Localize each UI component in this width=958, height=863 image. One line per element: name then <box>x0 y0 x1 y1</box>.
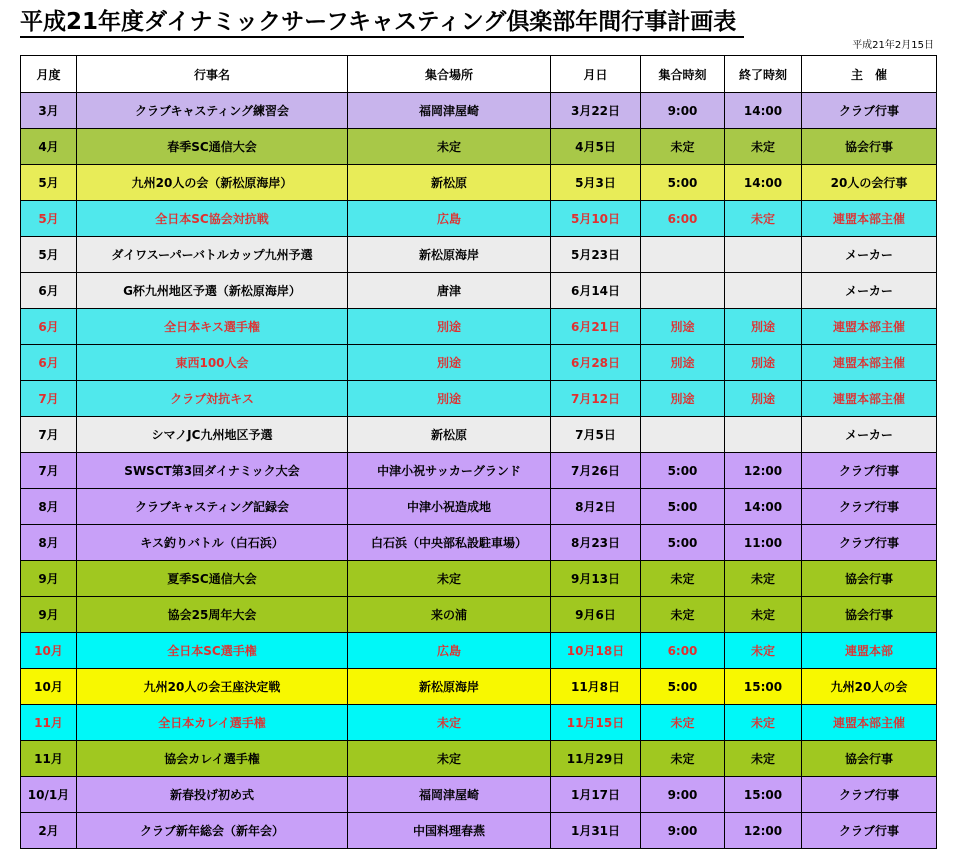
table-row <box>21 777 937 813</box>
header-end-time: 終了時刻 <box>725 56 802 93</box>
cell-end-time: 14:00 <box>725 165 802 201</box>
cell-event-name: クラブキャスティング練習会 <box>77 93 348 129</box>
cell-date: 7月12日 <box>551 381 641 417</box>
cell-host: 連盟本部主催 <box>802 381 937 417</box>
cell-event-name: 全日本キス選手権 <box>77 309 348 345</box>
table-row <box>21 417 937 453</box>
cell-meeting-place: 新松原海岸 <box>348 237 551 273</box>
cell-host: クラブ行事 <box>802 525 937 561</box>
cell-event-name: 全日本SC選手権 <box>77 633 348 669</box>
cell-month: 11月 <box>21 741 77 777</box>
cell-start-time: 別途 <box>641 345 725 381</box>
cell-event-name: G杯九州地区予選（新松原海岸） <box>77 273 348 309</box>
cell-host: 連盟本部主催 <box>802 345 937 381</box>
cell-end-time: 未定 <box>725 705 802 741</box>
cell-end-time: 未定 <box>725 201 802 237</box>
cell-event-name: クラブキャスティング記録会 <box>77 489 348 525</box>
header-date: 月日 <box>551 56 641 93</box>
cell-host: メーカー <box>802 417 937 453</box>
cell-end-time: 11:00 <box>725 525 802 561</box>
table-row <box>21 129 937 165</box>
cell-start-time <box>641 417 725 453</box>
cell-start-time: 5:00 <box>641 525 725 561</box>
cell-date: 1月17日 <box>551 777 641 813</box>
cell-event-name: 夏季SC通信大会 <box>77 561 348 597</box>
cell-end-time <box>725 237 802 273</box>
cell-host: 20人の会行事 <box>802 165 937 201</box>
table-row <box>21 453 937 489</box>
cell-end-time: 別途 <box>725 381 802 417</box>
cell-month: 10月 <box>21 669 77 705</box>
cell-host: 協会行事 <box>802 741 937 777</box>
cell-host: 協会行事 <box>802 129 937 165</box>
cell-start-time: 5:00 <box>641 165 725 201</box>
table-row <box>21 561 937 597</box>
header-event-name: 行事名 <box>77 56 348 93</box>
cell-meeting-place: 未定 <box>348 741 551 777</box>
cell-end-time: 14:00 <box>725 489 802 525</box>
cell-event-name: 新春投げ初め式 <box>77 777 348 813</box>
cell-host: クラブ行事 <box>802 777 937 813</box>
cell-month: 3月 <box>21 93 77 129</box>
cell-event-name: キス釣りバトル（白石浜） <box>77 525 348 561</box>
cell-meeting-place: 福岡津屋崎 <box>348 93 551 129</box>
cell-meeting-place: 別途 <box>348 309 551 345</box>
cell-month: 5月 <box>21 237 77 273</box>
table-row <box>21 165 937 201</box>
cell-month: 8月 <box>21 489 77 525</box>
cell-start-time: 未定 <box>641 561 725 597</box>
table-row <box>21 345 937 381</box>
cell-month: 7月 <box>21 417 77 453</box>
cell-month: 4月 <box>21 129 77 165</box>
table-row <box>21 741 937 777</box>
cell-date: 6月28日 <box>551 345 641 381</box>
cell-meeting-place: 中国料理春燕 <box>348 813 551 849</box>
cell-month: 9月 <box>21 597 77 633</box>
cell-date: 7月26日 <box>551 453 641 489</box>
cell-end-time: 未定 <box>725 597 802 633</box>
cell-host: 連盟本部 <box>802 633 937 669</box>
cell-start-time: 別途 <box>641 381 725 417</box>
cell-end-time: 15:00 <box>725 669 802 705</box>
cell-start-time: 未定 <box>641 705 725 741</box>
cell-date: 11月29日 <box>551 741 641 777</box>
cell-host: 九州20人の会 <box>802 669 937 705</box>
cell-event-name: 東西100人会 <box>77 345 348 381</box>
cell-month: 7月 <box>21 453 77 489</box>
cell-end-time: 別途 <box>725 309 802 345</box>
title-underline <box>20 36 744 38</box>
cell-end-time: 未定 <box>725 561 802 597</box>
cell-month: 5月 <box>21 165 77 201</box>
cell-end-time <box>725 273 802 309</box>
table-row <box>21 309 937 345</box>
table-row <box>21 813 937 849</box>
cell-date: 8月23日 <box>551 525 641 561</box>
cell-month: 2月 <box>21 813 77 849</box>
cell-host: クラブ行事 <box>802 813 937 849</box>
cell-month: 10月 <box>21 633 77 669</box>
header-meeting-place: 集合場所 <box>348 56 551 93</box>
cell-meeting-place: 白石浜（中央部私設駐車場） <box>348 525 551 561</box>
cell-meeting-place: 新松原 <box>348 417 551 453</box>
cell-start-time: 別途 <box>641 309 725 345</box>
cell-date: 6月14日 <box>551 273 641 309</box>
table-row <box>21 93 937 129</box>
header-row <box>21 56 937 93</box>
cell-month: 7月 <box>21 381 77 417</box>
cell-date: 6月21日 <box>551 309 641 345</box>
cell-meeting-place: 唐津 <box>348 273 551 309</box>
cell-month: 9月 <box>21 561 77 597</box>
cell-month: 6月 <box>21 273 77 309</box>
cell-host: 協会行事 <box>802 561 937 597</box>
cell-start-time: 未定 <box>641 741 725 777</box>
cell-end-time: 14:00 <box>725 93 802 129</box>
table-row <box>21 237 937 273</box>
header-start-time: 集合時刻 <box>641 56 725 93</box>
cell-month: 6月 <box>21 345 77 381</box>
header-host: 主 催 <box>802 56 937 93</box>
cell-event-name: 協会25周年大会 <box>77 597 348 633</box>
cell-event-name: 九州20人の会（新松原海岸） <box>77 165 348 201</box>
table-row <box>21 597 937 633</box>
cell-start-time: 未定 <box>641 129 725 165</box>
cell-month: 10/1月 <box>21 777 77 813</box>
cell-date: 7月5日 <box>551 417 641 453</box>
cell-event-name: 全日本SC協会対抗戦 <box>77 201 348 237</box>
table-row <box>21 525 937 561</box>
cell-date: 5月10日 <box>551 201 641 237</box>
table-row <box>21 489 937 525</box>
cell-event-name: 九州20人の会王座決定戦 <box>77 669 348 705</box>
document-date: 平成21年2月15日 <box>852 40 934 51</box>
cell-meeting-place: 来の浦 <box>348 597 551 633</box>
cell-host: 連盟本部主催 <box>802 705 937 741</box>
table-row <box>21 705 937 741</box>
cell-end-time: 15:00 <box>725 777 802 813</box>
cell-host: メーカー <box>802 273 937 309</box>
cell-start-time <box>641 237 725 273</box>
cell-start-time: 5:00 <box>641 669 725 705</box>
cell-end-time: 12:00 <box>725 813 802 849</box>
cell-meeting-place: 未定 <box>348 705 551 741</box>
cell-date: 1月31日 <box>551 813 641 849</box>
table-row <box>21 201 937 237</box>
cell-meeting-place: 福岡津屋崎 <box>348 777 551 813</box>
cell-meeting-place: 中津小祝サッカーグランド <box>348 453 551 489</box>
cell-event-name: クラブ対抗キス <box>77 381 348 417</box>
cell-date: 9月6日 <box>551 597 641 633</box>
table-row <box>21 669 937 705</box>
table-row <box>21 273 937 309</box>
cell-end-time: 未定 <box>725 129 802 165</box>
cell-start-time: 9:00 <box>641 813 725 849</box>
table-row <box>21 633 937 669</box>
cell-start-time: 6:00 <box>641 201 725 237</box>
cell-event-name: SWSCT第3回ダイナミック大会 <box>77 453 348 489</box>
cell-date: 4月5日 <box>551 129 641 165</box>
cell-host: クラブ行事 <box>802 453 937 489</box>
cell-meeting-place: 新松原 <box>348 165 551 201</box>
cell-meeting-place: 新松原海岸 <box>348 669 551 705</box>
cell-month: 6月 <box>21 309 77 345</box>
cell-month: 11月 <box>21 705 77 741</box>
cell-start-time: 9:00 <box>641 777 725 813</box>
cell-start-time <box>641 273 725 309</box>
cell-event-name: 全日本カレイ選手権 <box>77 705 348 741</box>
cell-end-time: 未定 <box>725 633 802 669</box>
cell-date: 5月23日 <box>551 237 641 273</box>
cell-host: 協会行事 <box>802 597 937 633</box>
cell-event-name: 春季SC通信大会 <box>77 129 348 165</box>
cell-date: 11月8日 <box>551 669 641 705</box>
cell-end-time: 未定 <box>725 741 802 777</box>
cell-event-name: ダイワスーパーバトルカップ九州予選 <box>77 237 348 273</box>
cell-date: 10月18日 <box>551 633 641 669</box>
cell-meeting-place: 未定 <box>348 561 551 597</box>
cell-host: クラブ行事 <box>802 489 937 525</box>
cell-start-time: 5:00 <box>641 489 725 525</box>
cell-end-time: 12:00 <box>725 453 802 489</box>
cell-date: 8月2日 <box>551 489 641 525</box>
cell-event-name: 協会カレイ選手権 <box>77 741 348 777</box>
cell-date: 9月13日 <box>551 561 641 597</box>
cell-host: メーカー <box>802 237 937 273</box>
cell-meeting-place: 広島 <box>348 201 551 237</box>
event-schedule-table <box>20 55 937 849</box>
cell-meeting-place: 未定 <box>348 129 551 165</box>
cell-host: クラブ行事 <box>802 93 937 129</box>
cell-date: 5月3日 <box>551 165 641 201</box>
cell-date: 11月15日 <box>551 705 641 741</box>
cell-meeting-place: 中津小祝造成地 <box>348 489 551 525</box>
cell-event-name: クラブ新年総会（新年会） <box>77 813 348 849</box>
cell-meeting-place: 別途 <box>348 345 551 381</box>
cell-start-time: 5:00 <box>641 453 725 489</box>
cell-start-time: 未定 <box>641 597 725 633</box>
cell-event-name: シマノJC九州地区予選 <box>77 417 348 453</box>
cell-start-time: 9:00 <box>641 93 725 129</box>
cell-end-time <box>725 417 802 453</box>
cell-host: 連盟本部主催 <box>802 309 937 345</box>
cell-host: 連盟本部主催 <box>802 201 937 237</box>
cell-meeting-place: 別途 <box>348 381 551 417</box>
cell-month: 8月 <box>21 525 77 561</box>
cell-month: 5月 <box>21 201 77 237</box>
cell-date: 3月22日 <box>551 93 641 129</box>
cell-meeting-place: 広島 <box>348 633 551 669</box>
header-month: 月度 <box>21 56 77 93</box>
cell-end-time: 別途 <box>725 345 802 381</box>
table-row <box>21 381 937 417</box>
cell-start-time: 6:00 <box>641 633 725 669</box>
page-title: 平成21年度ダイナミックサーフキャスティング倶楽部年間行事計画表 <box>20 9 737 35</box>
